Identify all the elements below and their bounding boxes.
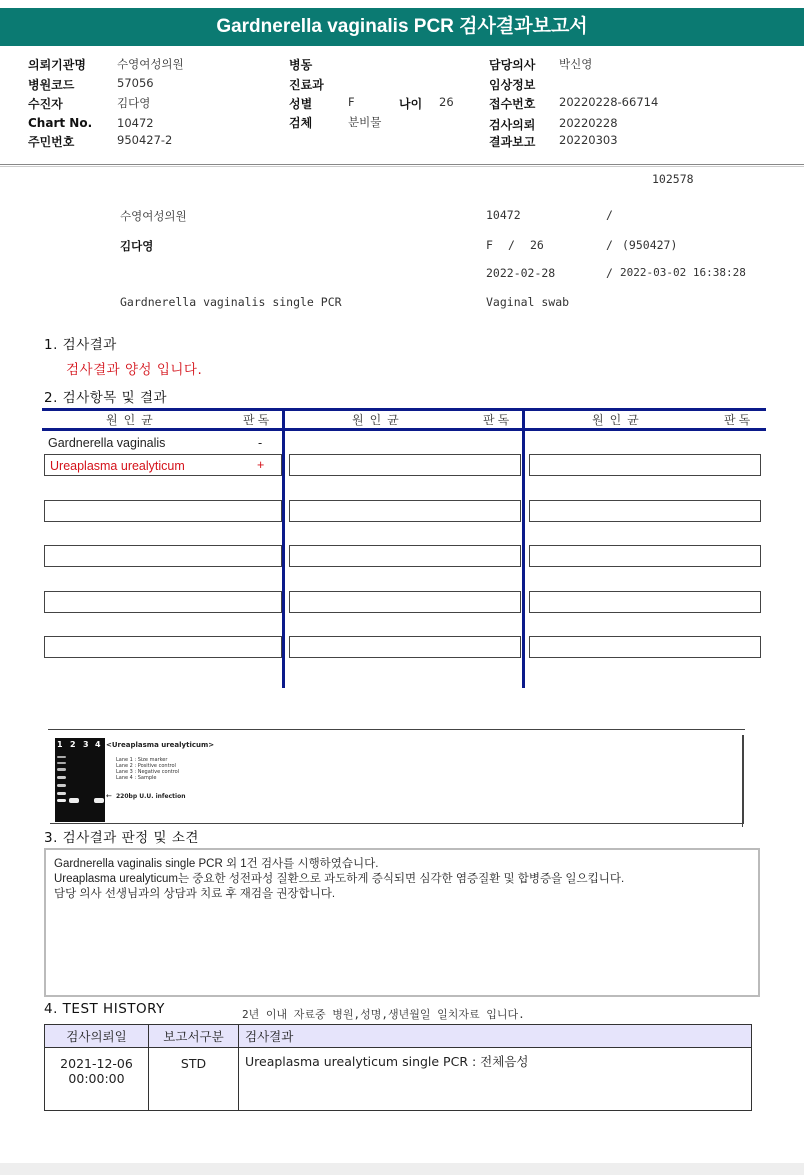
history-table [44, 1024, 752, 1111]
gel-legend-1: Lane 1 : Size marker [116, 757, 168, 763]
request-date-value: 20220228 [559, 116, 618, 130]
empty-cell [289, 500, 521, 522]
header-divider-shadow [0, 166, 804, 167]
meta-slash-4: / [606, 266, 613, 280]
chart-no-label: Chart No. [28, 116, 93, 130]
section2-title: 2. 검사항목 및 결과 [44, 390, 168, 406]
empty-cell [529, 500, 761, 522]
resident-no-label: 주민번호 [28, 135, 75, 149]
empty-cell [44, 545, 282, 567]
meta-slash-2: / [508, 238, 515, 252]
hospital-code-label: 병원코드 [28, 78, 75, 92]
meta-slash: / [606, 208, 613, 222]
history-date-cell [45, 1048, 149, 1111]
gel-title: <Ureaplasma urealyticum> [106, 741, 215, 749]
history-header-type: 보고서구분 [149, 1025, 239, 1048]
col-organism-header-2: 원인균 [352, 413, 405, 427]
row2-cell-3 [529, 454, 761, 476]
gel-lane-3: 3 [83, 740, 89, 749]
marker-band [57, 792, 66, 795]
section1-title: 1. 검사결과 [44, 337, 117, 353]
report-date-value: 20220303 [559, 133, 618, 147]
history-date: 2021-12-06 [60, 1056, 133, 1071]
report-date-label: 결과보고 [489, 135, 536, 149]
finding-line-3: 담당 의사 선생님과의 상담과 치료 후 재검을 권장합니다. [54, 888, 336, 900]
age-label: 나이 [399, 97, 423, 111]
row1-organism: Gardnerella vaginalis [48, 436, 166, 450]
table-col-divider-2 [522, 408, 525, 688]
hospital-code-value: 57056 [117, 76, 154, 90]
empty-cell [529, 636, 761, 658]
gel-lane-2: 2 [70, 740, 76, 749]
history-header-date: 검사의뢰일 [45, 1025, 149, 1048]
gel-band-label: 220bp U.U. infection [116, 793, 186, 800]
report-code: 102578 [652, 172, 694, 186]
row2-cell-2 [289, 454, 521, 476]
section1-result: 검사결과 양성 입니다. [66, 362, 203, 378]
meta-report-datetime: 2022-03-02 16:38:28 [620, 266, 746, 279]
gel-legend-3: Lane 3 : Negative control [116, 769, 180, 775]
finding-line-1: Gardnerella vaginalis single PCR 외 1건 검사를 시행하였습니다. [54, 858, 379, 870]
table-row [45, 1048, 752, 1111]
gel-lane-1: 1 [57, 740, 63, 749]
empty-cell [44, 500, 282, 522]
marker-band [57, 768, 66, 771]
section3-title: 3. 검사결과 판정 및 소견 [44, 830, 199, 846]
row2-result: + [257, 458, 265, 472]
department-label: 진료과 [289, 78, 324, 92]
request-date-label: 검사의뢰 [489, 118, 536, 132]
finding-line-2: Ureaplasma urealyticum는 중요한 성전파성 질환으로 과도하게 증식되면 심각한 염증질환 및 합병증을 일으킵니다. [54, 873, 625, 885]
meta-slash-3: / [606, 238, 613, 252]
col-organism-header-3: 원인균 [592, 413, 645, 427]
meta-test-name: Gardnerella vaginalis single PCR [120, 295, 342, 309]
empty-cell [44, 636, 282, 658]
sex-label: 성별 [289, 97, 313, 111]
marker-band [57, 762, 66, 764]
col-organism-header-1: 원인균 [106, 413, 159, 427]
empty-cell [529, 591, 761, 613]
receipt-no-value: 20220228-66714 [559, 95, 659, 109]
gel-legend-2: Lane 2 : Positive control [116, 763, 176, 769]
table-col-divider-1 [282, 408, 285, 688]
meta-sex: F [486, 238, 493, 252]
sex-value: F [348, 95, 355, 109]
meta-hospital: 수영여성의원 [120, 209, 187, 223]
history-header-result: 검사결과 [239, 1025, 752, 1048]
specimen-label: 검체 [289, 116, 313, 130]
empty-cell [289, 636, 521, 658]
row2-organism: Ureaplasma urealyticum [50, 459, 185, 473]
col-judgement-header-2: 판독 [483, 413, 513, 427]
marker-band [57, 784, 66, 787]
section4-title: 4. TEST HISTORY [44, 1001, 165, 1017]
marker-band [57, 776, 66, 779]
resident-no-value: 950427-2 [117, 133, 173, 147]
meta-age: 26 [530, 238, 544, 252]
findings-box [44, 848, 760, 997]
clinical-info-label: 임상정보 [489, 78, 536, 92]
empty-cell [44, 591, 282, 613]
gel-divider [48, 729, 745, 730]
doctor-label: 담당의사 [489, 58, 536, 72]
gel-frame-right [742, 735, 743, 827]
header-divider [0, 164, 804, 165]
hospital-label: 의뢰기관명 [28, 58, 86, 72]
row1-result: - [258, 436, 263, 450]
empty-cell [289, 545, 521, 567]
marker-band [57, 756, 66, 758]
col-judgement-header-3: 판독 [724, 413, 754, 427]
patient-label: 수진자 [28, 97, 63, 111]
history-time: 00:00:00 [68, 1071, 125, 1086]
chart-no-value: 10472 [117, 116, 154, 130]
age-value: 26 [439, 95, 454, 109]
meta-specimen: Vaginal swab [486, 295, 570, 309]
meta-patient: 김다영 [120, 239, 154, 253]
history-result: Ureaplasma urealyticum single PCR : 전체음성 [239, 1048, 752, 1111]
sample-band [94, 798, 104, 803]
patient-value: 김다영 [117, 96, 151, 110]
table-header-line [42, 428, 766, 431]
report-title: Gardnerella vaginalis PCR 검사결과보고서 [0, 8, 804, 46]
gel-image [55, 738, 105, 822]
history-type: STD [149, 1048, 239, 1111]
gel-lane-4: 4 [95, 740, 101, 749]
gel-arrow-icon: ← [106, 792, 112, 800]
ward-label: 병동 [289, 58, 313, 72]
history-note: 2년 이내 자료중 병원,성명,생년월일 일치자료 입니다. [242, 1008, 525, 1021]
page-footer-bar [0, 1163, 804, 1175]
col-judgement-header-1: 판독 [243, 413, 273, 427]
meta-request-date: 2022-02-28 [486, 266, 556, 280]
gel-legend-4: Lane 4 : Sample [116, 775, 157, 781]
receipt-no-label: 접수번호 [489, 97, 536, 111]
empty-cell [529, 545, 761, 567]
marker-band [57, 799, 66, 802]
meta-chart: 10472 [486, 208, 521, 222]
meta-birth: (950427) [622, 238, 678, 252]
positive-control-band [69, 798, 79, 803]
empty-cell [289, 591, 521, 613]
hospital-value: 수영여성의원 [117, 57, 184, 71]
doctor-value: 박신영 [559, 57, 593, 71]
specimen-value: 분비물 [348, 115, 382, 129]
